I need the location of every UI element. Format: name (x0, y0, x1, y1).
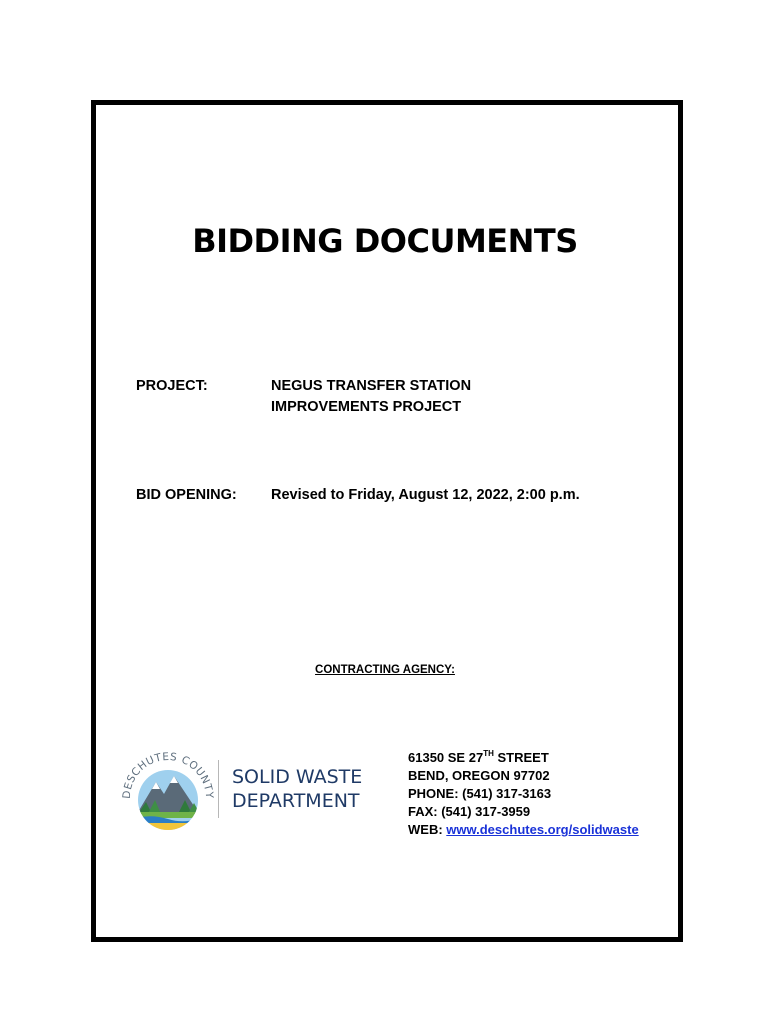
phone-number: PHONE: (541) 317-3163 (408, 786, 552, 801)
website-link[interactable]: www.deschutes.org/solidwaste (446, 822, 639, 837)
project-name (271, 376, 471, 418)
project-name-line1: NEGUS TRANSFER STATION (271, 378, 472, 394)
bid-opening-label: BID OPENING: (136, 487, 237, 503)
dept-line1: SOLID WASTE (232, 766, 363, 788)
deschutes-county-seal-logo (118, 742, 218, 842)
bid-opening-value: Revised to Friday, August 12, 2022, 2:00 p.m. (271, 487, 580, 503)
web-line: WEB: www.deschutes.org/solidwaste (408, 822, 639, 837)
agency-address-block (408, 745, 639, 839)
project-name-line2: IMPROVEMENTS PROJECT (271, 399, 462, 415)
logo-divider (218, 760, 219, 818)
solid-waste-department-wordmark (232, 765, 362, 813)
contracting-agency-heading: CONTRACTING AGENCY: (315, 664, 455, 676)
project-label: PROJECT: (136, 378, 208, 394)
dept-line2: DEPARTMENT (232, 790, 360, 812)
fax-number: FAX: (541) 317-3959 (408, 804, 531, 819)
document-title: BIDDING DOCUMENTS (192, 222, 578, 260)
street-address: 61350 SE 27TH STREET (408, 749, 549, 765)
city-state-zip: BEND, OREGON 97702 (408, 768, 550, 783)
seal-arc-text: DESCHUTES COUNTY (120, 750, 216, 800)
